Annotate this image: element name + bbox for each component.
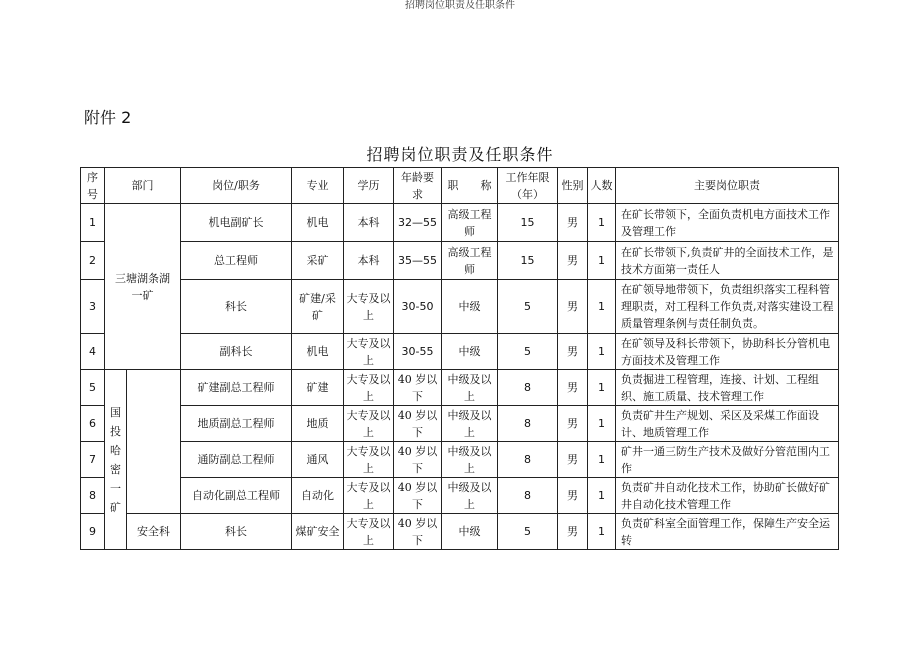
cell-years: 15 bbox=[498, 242, 558, 280]
cell-seq: 9 bbox=[81, 514, 105, 550]
cell-seq: 5 bbox=[81, 370, 105, 406]
cell-position: 科长 bbox=[181, 280, 292, 334]
cell-position: 通防副总工程师 bbox=[181, 442, 292, 478]
cell-count: 1 bbox=[588, 370, 616, 406]
cell-years: 5 bbox=[498, 514, 558, 550]
cell-seq: 6 bbox=[81, 406, 105, 442]
cell-duties: 在矿长带领下，全面负责机电方面技术工作及管理工作 bbox=[616, 204, 839, 242]
table-row bbox=[81, 406, 839, 442]
header-dept: 部门 bbox=[105, 168, 181, 204]
cell-gender: 男 bbox=[558, 204, 588, 242]
cell-years: 15 bbox=[498, 204, 558, 242]
dept-group-guotou bbox=[105, 370, 127, 550]
table-row bbox=[81, 280, 839, 334]
header-position: 岗位/职务 bbox=[181, 168, 292, 204]
header-education: 学历 bbox=[344, 168, 394, 204]
cell-age: 32—55 bbox=[394, 204, 442, 242]
cell-gender: 男 bbox=[558, 370, 588, 406]
cell-years: 5 bbox=[498, 334, 558, 370]
dept-group-guotou-label: 国投哈密一矿 bbox=[110, 405, 121, 514]
cell-title: 中级及以上 bbox=[442, 406, 498, 442]
cell-count: 1 bbox=[588, 478, 616, 514]
cell-education: 大专及以上 bbox=[344, 406, 394, 442]
cell-count: 1 bbox=[588, 280, 616, 334]
cell-duties: 负责矿井自动化技术工作，协助矿长做好矿井自动化技术管理工作 bbox=[616, 478, 839, 514]
header-seq: 序号 bbox=[81, 168, 105, 204]
cell-position: 矿建副总工程师 bbox=[181, 370, 292, 406]
cell-years: 8 bbox=[498, 370, 558, 406]
cell-duties: 在矿长带领下,负责矿井的全面技术工作，是技术方面第一责任人 bbox=[616, 242, 839, 280]
table-row bbox=[81, 334, 839, 370]
cell-years: 5 bbox=[498, 280, 558, 334]
cell-age: 30-55 bbox=[394, 334, 442, 370]
cell-duties: 负责矿井生产规划、采区及采煤工作面设计、地质管理工作 bbox=[616, 406, 839, 442]
cell-major: 地质 bbox=[292, 406, 344, 442]
cell-seq: 7 bbox=[81, 442, 105, 478]
cell-position: 总工程师 bbox=[181, 242, 292, 280]
recruitment-table bbox=[80, 167, 839, 550]
table-row bbox=[81, 442, 839, 478]
cell-age: 30-50 bbox=[394, 280, 442, 334]
dept-group-sanxu: 三塘湖条湖一矿 bbox=[105, 204, 181, 370]
cell-title: 中级 bbox=[442, 334, 498, 370]
cell-gender: 男 bbox=[558, 334, 588, 370]
cell-position: 副科长 bbox=[181, 334, 292, 370]
cell-major: 机电 bbox=[292, 334, 344, 370]
cell-position: 自动化副总工程师 bbox=[181, 478, 292, 514]
cell-gender: 男 bbox=[558, 442, 588, 478]
table-row bbox=[81, 514, 839, 550]
cell-count: 1 bbox=[588, 514, 616, 550]
cell-years: 8 bbox=[498, 406, 558, 442]
cell-count: 1 bbox=[588, 204, 616, 242]
cell-education: 大专及以上 bbox=[344, 280, 394, 334]
header-major: 专业 bbox=[292, 168, 344, 204]
cell-gender: 男 bbox=[558, 242, 588, 280]
cell-title: 中级 bbox=[442, 280, 498, 334]
header-count: 人数 bbox=[588, 168, 616, 204]
cell-education: 本科 bbox=[344, 242, 394, 280]
cell-major: 矿建/采矿 bbox=[292, 280, 344, 334]
document-title: 招聘岗位职责及任职条件 bbox=[366, 145, 554, 164]
running-header: 招聘岗位职责及任职条件 bbox=[405, 0, 515, 11]
cell-position: 地质副总工程师 bbox=[181, 406, 292, 442]
cell-seq: 4 bbox=[81, 334, 105, 370]
cell-age: 35—55 bbox=[394, 242, 442, 280]
cell-major: 煤矿安全 bbox=[292, 514, 344, 550]
cell-title: 中级及以上 bbox=[442, 478, 498, 514]
cell-duties: 负责矿科室全面管理工作，保障生产安全运转 bbox=[616, 514, 839, 550]
cell-major: 机电 bbox=[292, 204, 344, 242]
cell-duties: 在矿领导及科长带领下，协助科长分管机电方面技术及管理工作 bbox=[616, 334, 839, 370]
cell-gender: 男 bbox=[558, 514, 588, 550]
header-years: 工作年限（年） bbox=[498, 168, 558, 204]
cell-gender: 男 bbox=[558, 478, 588, 514]
dept-sub-blank bbox=[127, 370, 181, 514]
cell-age: 40 岁以下 bbox=[394, 442, 442, 478]
cell-count: 1 bbox=[588, 242, 616, 280]
cell-title: 高级工程师 bbox=[442, 204, 498, 242]
cell-major: 自动化 bbox=[292, 478, 344, 514]
cell-count: 1 bbox=[588, 442, 616, 478]
header-duties: 主要岗位职责 bbox=[616, 168, 839, 204]
header-title: 职 称 bbox=[442, 168, 498, 204]
header-gender: 性别 bbox=[558, 168, 588, 204]
attachment-label: 附件 2 bbox=[84, 108, 132, 127]
cell-seq: 8 bbox=[81, 478, 105, 514]
cell-duties: 矿井一通三防生产技术及做好分管范围内工作 bbox=[616, 442, 839, 478]
cell-count: 1 bbox=[588, 406, 616, 442]
cell-position: 科长 bbox=[181, 514, 292, 550]
cell-years: 8 bbox=[498, 478, 558, 514]
dept-sub-safety: 安全科 bbox=[127, 514, 181, 550]
table-row bbox=[81, 242, 839, 280]
cell-education: 大专及以上 bbox=[344, 334, 394, 370]
cell-gender: 男 bbox=[558, 406, 588, 442]
cell-age: 40 岁以下 bbox=[394, 406, 442, 442]
cell-age: 40 岁以下 bbox=[394, 478, 442, 514]
cell-seq: 1 bbox=[81, 204, 105, 242]
cell-education: 本科 bbox=[344, 204, 394, 242]
table-row bbox=[81, 370, 839, 406]
cell-major: 采矿 bbox=[292, 242, 344, 280]
cell-count: 1 bbox=[588, 334, 616, 370]
cell-education: 大专及以上 bbox=[344, 442, 394, 478]
table-row bbox=[81, 478, 839, 514]
cell-age: 40 岁以下 bbox=[394, 514, 442, 550]
cell-seq: 2 bbox=[81, 242, 105, 280]
cell-title: 高级工程师 bbox=[442, 242, 498, 280]
cell-age: 40 岁以下 bbox=[394, 370, 442, 406]
table-row bbox=[81, 204, 839, 242]
cell-seq: 3 bbox=[81, 280, 105, 334]
cell-duties: 负责掘进工程管理，连接、计划、工程组织、施工质量、技术管理工作 bbox=[616, 370, 839, 406]
cell-title: 中级 bbox=[442, 514, 498, 550]
header-row bbox=[81, 168, 839, 204]
cell-title: 中级及以上 bbox=[442, 370, 498, 406]
cell-position: 机电副矿长 bbox=[181, 204, 292, 242]
cell-major: 通风 bbox=[292, 442, 344, 478]
cell-title: 中级及以上 bbox=[442, 442, 498, 478]
cell-major: 矿建 bbox=[292, 370, 344, 406]
cell-education: 大专及以上 bbox=[344, 478, 394, 514]
cell-gender: 男 bbox=[558, 280, 588, 334]
header-age: 年龄要求 bbox=[394, 168, 442, 204]
cell-years: 8 bbox=[498, 442, 558, 478]
cell-education: 大专及以上 bbox=[344, 514, 394, 550]
cell-education: 大专及以上 bbox=[344, 370, 394, 406]
cell-duties: 在矿领导地带领下，负责组织落实工程科管理职责，对工程科工作负责,对落实建设工程质量管理条例与责任制负责。 bbox=[616, 280, 839, 334]
